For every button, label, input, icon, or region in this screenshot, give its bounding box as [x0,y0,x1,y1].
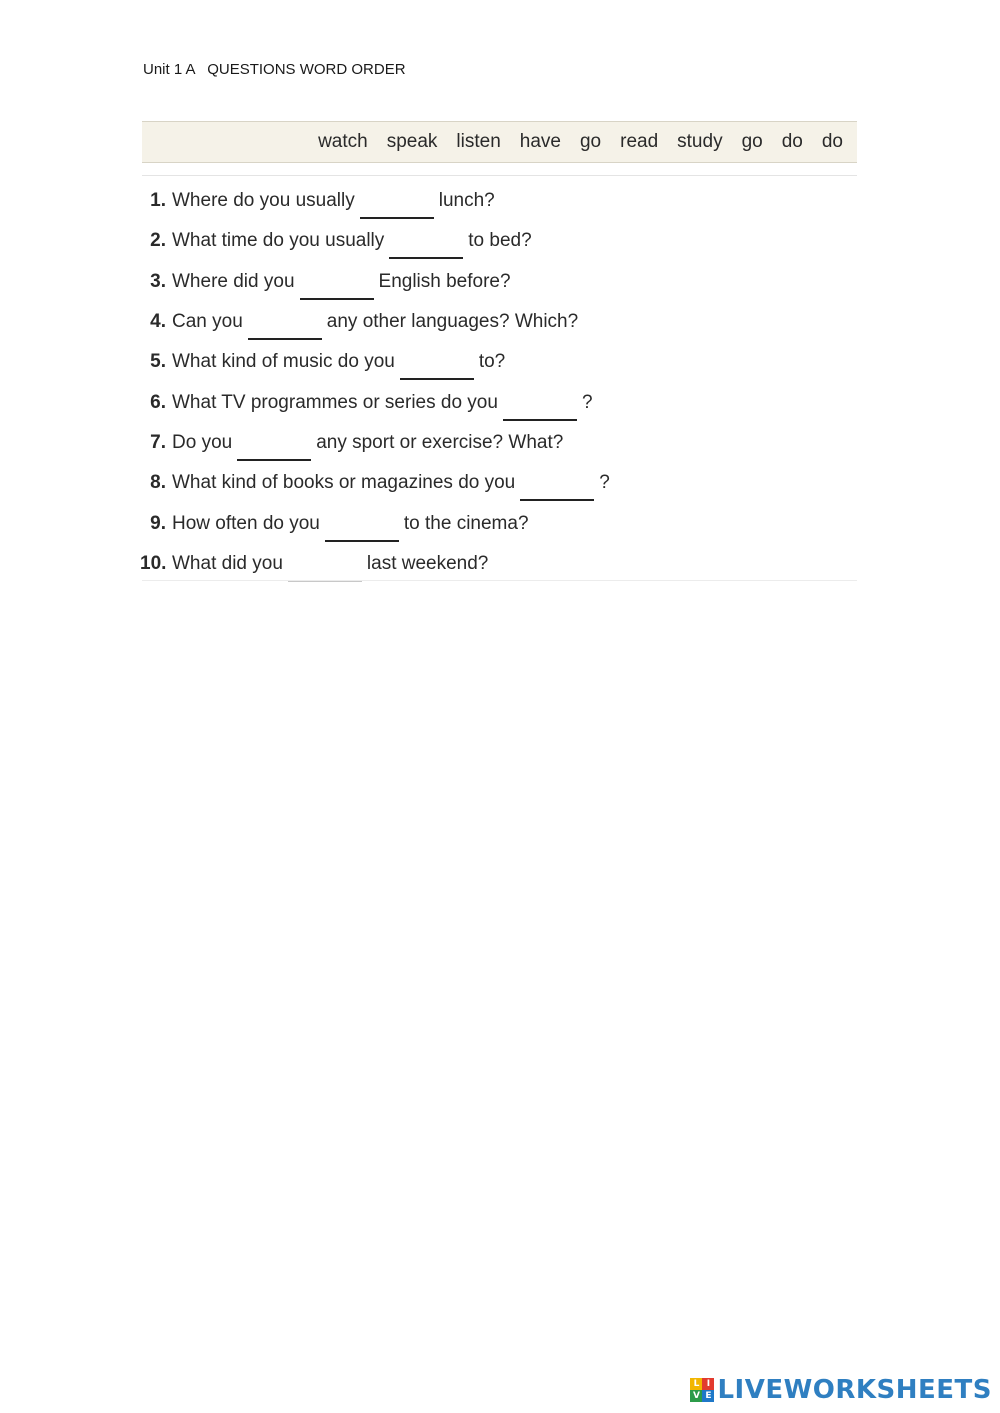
logo-mark-icon [690,1378,714,1402]
divider [142,175,857,176]
question-text-after: to bed? [468,230,532,252]
question-number: 7. [150,431,166,453]
question-text-before: What time do you usually [172,230,385,252]
question-row [140,181,857,221]
word-bank-item: read [620,131,659,152]
question-text-before: Where do you usually [172,190,355,212]
question-row [140,503,857,543]
word-bank-item: listen [456,131,501,152]
word-bank-item: do [821,131,843,152]
question-text-before: How often do you [172,512,320,534]
answer-blank[interactable] [288,558,362,582]
question-number: 3. [150,270,166,292]
answer-blank[interactable] [400,356,474,380]
question-row [140,221,857,261]
question-text-after: to? [478,351,506,373]
question-number: 8. [150,472,166,494]
question-row [140,382,857,422]
question-row [140,544,857,584]
question-text-before: What did you [172,552,283,574]
question-text-before: Can you [172,311,243,333]
question-number: 2. [150,230,166,252]
liveworksheets-logo [690,1375,992,1405]
word-bank-item: study [677,131,723,152]
logo-mark-letter: E [702,1390,714,1402]
answer-blank[interactable] [237,437,311,461]
question-text-after: ? [581,391,593,413]
answer-blank[interactable] [248,316,322,340]
question-text-after: English before? [378,270,511,292]
logo-text: LIVEWORKSHEETS [717,1375,992,1405]
word-bank-item: have [519,131,561,152]
word-bank [142,121,857,163]
question-text-after: lunch? [438,190,495,212]
question-number: 6. [150,391,166,413]
answer-blank[interactable] [325,518,399,542]
question-text-before: Do you [172,431,233,453]
divider [142,580,857,581]
word-bank-item: watch [318,131,368,152]
answer-blank[interactable] [503,397,577,421]
question-list [140,181,857,584]
question-number: 5. [150,351,166,373]
question-text-after: to the cinema? [403,512,529,534]
question-row [140,342,857,382]
logo-mark-letter: V [690,1390,702,1402]
question-text-before: What kind of music do you [172,351,395,373]
question-row [140,262,857,302]
answer-blank[interactable] [360,195,434,219]
question-text-after: last weekend? [366,552,489,574]
question-row [140,463,857,503]
question-text-after: ? [599,472,610,494]
question-text-before: What TV programmes or series do you [172,391,498,413]
word-bank-list [299,122,843,162]
question-text-before: Where did you [172,270,295,292]
logo-mark-letter: L [690,1378,702,1390]
answer-blank[interactable] [300,276,374,300]
page-title: Unit 1 A QUESTIONS WORD ORDER [143,61,406,78]
question-text-after: any other languages? Which? [326,311,579,333]
answer-blank[interactable] [389,235,463,259]
answer-blank[interactable] [520,477,594,501]
question-text-after: any sport or exercise? What? [316,431,564,453]
word-bank-item: speak [386,131,438,152]
question-number: 4. [150,311,166,333]
word-bank-item: go [741,131,763,152]
logo-mark-letter: I [702,1378,714,1390]
question-number: 10. [140,552,167,574]
question-number: 9. [150,512,166,534]
question-row [140,423,857,463]
word-bank-item: do [781,131,803,152]
question-row [140,302,857,342]
question-number: 1. [150,190,166,212]
word-bank-item: go [579,131,602,152]
question-text-before: What kind of books or magazines do you [172,472,516,494]
